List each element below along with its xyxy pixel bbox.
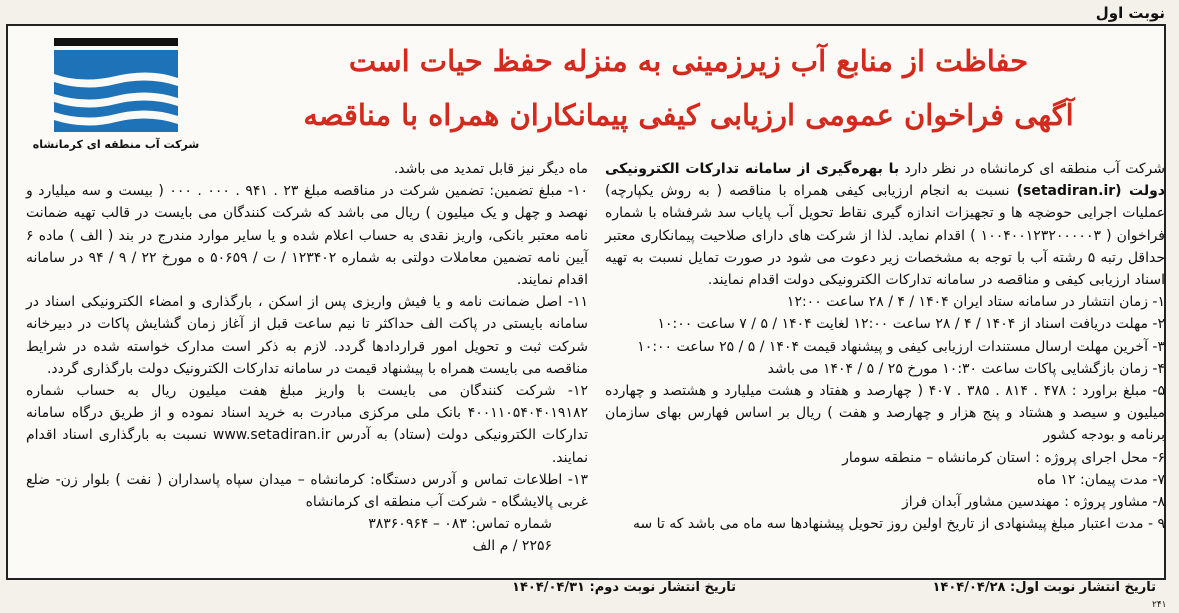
contact-phone: شماره تماس: ۰۸۳ – ۳۸۳۶۰۹۶۴ — [368, 516, 552, 533]
item-13: ۱۳- اطلاعات تماس و آدرس دستگاه: کرمانشاه – میدان سپاه پاسداران ( نفت ) بلوار زن- ضلع غربی پالایشگاه - شرکت آب منطقه ای کرمانشاه — [26, 471, 588, 511]
first-publish-date: تاریخ انتشار نوبت اول: ۱۴۰۴/۰۴/۲۸ — [932, 580, 1156, 595]
item-7: ۷- مدت پیمان: ۱۲ ماه — [1036, 471, 1165, 488]
left-column — [26, 158, 588, 558]
headline-slogan: حفاظت از منابع آب زیرزمینی به منزله حفظ حیات است — [348, 44, 1029, 78]
logo-company-name: شرکت آب منطقه ای کرمانشاه — [32, 138, 200, 151]
item-10: ۱۰- مبلغ تضمین: تضمین شرکت در مناقصه مبلغ ۲۳ . ۹۴۱ . ۰۰۰ . ۰۰۰ ( بیست و سه میلیارد و نهصد و چهل و یک میلیون ) ریال می باشد که شرکت کنندگان می بایست در قالب تهیه ضمانت نامه معتبر بانکی، واریز نقدی به حساب اعلام شده و یا سایر موارد مندرج در بند ( الف ) ماده ۶ آیین نامه تضمین معاملات دولتی به شماره ۱۲۳۴۰۲ / ت / ۵۰۶۵۹ ه مورخ ۲۲ / ۹ / ۹۴ در سامانه اقدام نمایند. — [26, 183, 588, 289]
item-5: ۵- مبلغ براورد : ۴۷۸ . ۸۱۴ . ۳۸۵ . ۴۰۷ ( چهارصد و هفتاد و هشت میلیارد و هشتصد و چهارده میلیون و سیصد و هشتاد و پنج هزار و چهارصد و هفت ) ریال بر اساس فهارس بهای سازمان برنامه و بودجه کشور — [605, 383, 1166, 444]
edition-label: نوبت اول — [1095, 4, 1165, 22]
item-1: ۱- زمان انتشار در سامانه ستاد ایران ۱۴۰۴ / ۴ / ۲۸ ساعت ۱۲:۰۰ — [786, 294, 1165, 311]
right-column — [605, 158, 1165, 535]
item-3: ۳- آخرین مهلت ارسال مستندات ارزیابی کیفی و پیشنهاد قیمت ۱۴۰۴ / ۵ / ۲۵ ساعت ۱۰:۰۰ — [637, 338, 1165, 355]
intro-paragraph: شرکت آب منطقه ای کرمانشاه در نظر دارد با بهره‌گیری از سامانه تدارکات الکترونیکی دولت (setadiran.ir) نسبت به انجام ارزیابی کیفی همراه با مناقصه ( به روش یکپارچه) عملیات اجرایی حوضچه ها و تجهیزات اندازه گیری نقاط تحویل آب پایاب سد شرفشاه با شماره فراخوان ( ۱۰۰۴۰۰۱۲۳۲۰۰۰۰۰۳ ) اقدام نماید. لذا از شرکت های دارای صلاحیت پیمانکاری معتبر حداقل رتبه ۵ رشته آب با توجه به مشخصات زیر دعوت می شود در صورت تمایل نسبت به تهیه اسناد ارزیابی کیفی و مناقصه در سامانه تدارکات الکترونیکی دولت اقدام نمایند. — [605, 161, 1166, 289]
item-8: ۸- مشاور پروژه : مهندسین مشاور آبدان فراز — [902, 494, 1165, 511]
intro-bold-phrase: با بهره‌گیری از سامانه تدارکات الکترونیکی دولت (setadiran.ir) — [605, 161, 1165, 200]
item-9: ۹ - مدت اعتبار مبلغ پیشنهادی از تاریخ اولین روز تحویل پیشنهادها سه ماه می باشد که تا سه — [633, 516, 1165, 533]
item-11: ۱۱- اصل ضمانت نامه و یا فیش واریزی پس از اسکن ، بارگذاری و امضاء الکترونیکی اسناد در سامانه بایستی در پاکت الف حداکثر تا نیم ساعت قبل از آغاز زمان گشایش پاکات در دبیرخانه شرکت ثبت و تحویل امور قراردادها گردد. لازم به ذکر است مدارک خواسته شده در شرایط مناقصه می بایست همراه با پیشنهاد قیمت در سامانه تدارکات الکترونیک دولت بارگذاری گردد. — [26, 294, 588, 377]
item-4: ۴- زمان بازگشایی پاکات ساعت ۱۰:۳۰ مورخ ۲۵ / ۵ / ۱۴۰۴ می باشد — [767, 360, 1165, 377]
item-12: ۱۲- شرکت کنندگان می بایست با واریز مبلغ هفت میلیون ریال به حساب شماره ۴۰۰۱۱۰۵۴۰۴۰۱۹۱۸۲ بانک ملی مرکزی مبادرت به خرید اسناد نموده و از طریق درگاه سامانه تدارکات الکترونیکی دولت (ستاد) به آدرس www.setadiran.ir نسبت به بارگذاری اسناد اقدام نمایند. — [26, 383, 589, 466]
item-2: ۲- مهلت دریافت اسناد از ۱۴۰۴ / ۴ / ۲۸ ساعت ۱۲:۰۰ لغایت ۱۴۰۴ / ۵ / ۷ ساعت ۱۰:۰۰ — [657, 316, 1165, 333]
headline-title: آگهی فراخوان عمومی ارزیابی کیفی پیمانکاران همراه با مناقصه — [303, 98, 1074, 132]
page-number: ۲۴۱ — [1152, 600, 1167, 610]
second-publish-date: تاریخ انتشار نوبت دوم: ۱۴۰۴/۰۴/۳۱ — [512, 580, 736, 595]
item-6: ۶- محل اجرای پروژه : استان کرمانشاه – منطقه سومار — [842, 449, 1165, 466]
publish-dates — [6, 578, 1166, 600]
item-9-continuation: ماه دیگر نیز قابل تمدید می باشد. — [393, 161, 588, 177]
notice-code: ۲۲۵۶ / م الف — [472, 538, 552, 555]
